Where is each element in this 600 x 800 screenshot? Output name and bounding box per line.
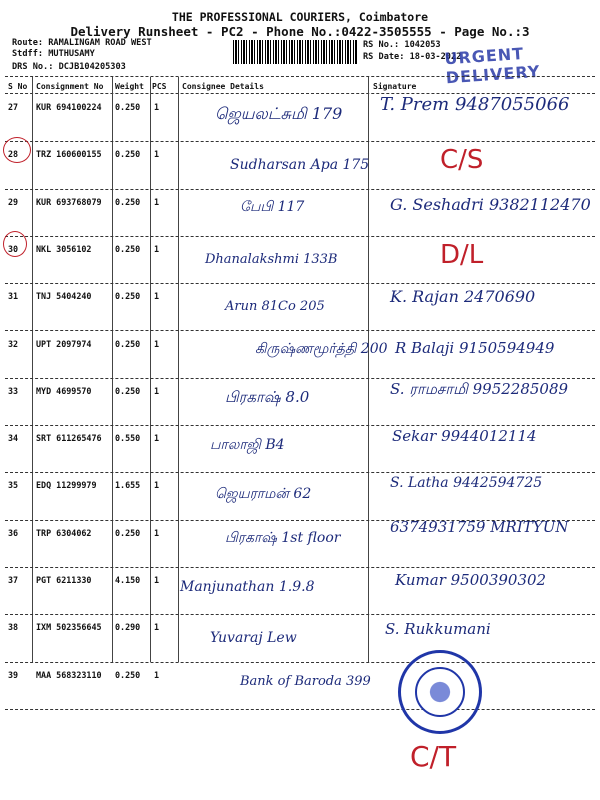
row-consignment-no: KUR 693768079 [36, 196, 102, 207]
staff-label: Stdff: MUTHUSAMY [12, 49, 95, 59]
rs-number: RS No.: 1042053 [363, 40, 441, 50]
table-row [0, 141, 600, 191]
row-sno: 39 [8, 669, 19, 680]
row-weight: 0.250 [115, 149, 141, 160]
annotation-circle [3, 231, 27, 257]
row-rule [5, 709, 595, 710]
row-sno: 30 [8, 243, 19, 254]
row-sno: 31 [8, 291, 19, 302]
table-row [0, 517, 600, 570]
row-pcs: 1 [154, 622, 160, 633]
drs-number: DRS No.: DCJB104205303 [12, 62, 126, 72]
table-row [0, 236, 600, 286]
row-sno: 37 [8, 575, 19, 585]
row-sno: 35 [8, 480, 19, 491]
rs-date: RS Date: 18-03-2022 [363, 52, 462, 62]
row-sno: 32 [8, 338, 19, 349]
annotation-circle [3, 137, 31, 163]
row-weight: 0.290 [115, 622, 141, 633]
signature-handwriting: K. Rajan 2470690 [390, 287, 536, 307]
row-pcs: 1 [154, 385, 160, 396]
row-sno: 38 [8, 622, 19, 633]
row-weight: 0.250 [115, 338, 141, 349]
signature-handwriting: T. Prem 9487055066 [380, 94, 570, 115]
col-header-sno: S No [8, 82, 28, 91]
barcode [233, 40, 358, 64]
row-weight: 0.250 [115, 669, 141, 680]
row-sno: 34 [8, 433, 19, 444]
table-top-rule [5, 76, 595, 77]
row-consignment-no: TRP 6304062 [36, 527, 92, 538]
consignee-details-handwriting: Manjunathan 1.9.8 [180, 579, 315, 595]
signature-handwriting: G. Seshadri 9382112470 [390, 194, 591, 214]
table-row [0, 567, 600, 617]
row-pcs: 1 [154, 243, 160, 254]
row-sno: 29 [8, 196, 19, 207]
col-header-details: Consignee Details [182, 82, 264, 91]
row-consignment-no: SRT 611265476 [36, 433, 102, 444]
consignee-details-handwriting: Sudharsan Apa 175 [230, 157, 370, 174]
bank-seal [398, 650, 482, 734]
delivery-remark-mark: D/L [440, 239, 484, 270]
signature-handwriting: 6374931759 MRITYUN [390, 517, 569, 536]
row-weight: 0.250 [115, 196, 141, 207]
row-consignment-no: NKL 3056102 [36, 243, 92, 254]
signature-handwriting: S. Rukkumani [385, 620, 491, 639]
col-header-consignment: Consignment No [36, 82, 104, 91]
row-weight: 0.250 [115, 527, 141, 538]
consignee-details-handwriting: பிரகாஷ் 8.0 [225, 387, 310, 406]
seal-emblem [415, 667, 465, 717]
signature-handwriting: Kumar 9500390302 [395, 571, 547, 589]
col-header-weight: Weight [115, 82, 144, 91]
row-pcs: 1 [154, 102, 160, 112]
table-row [0, 189, 600, 239]
company-title: THE PROFESSIONAL COURIERS, Coimbatore [171, 10, 429, 24]
row-pcs: 1 [154, 196, 160, 207]
consignee-details-handwriting: Bank of Baroda 399 [240, 673, 371, 689]
consignee-details-handwriting: பாலாஜி B4 [210, 437, 285, 454]
row-consignment-no: MYD 4699570 [36, 385, 92, 396]
footer-mark: C/T [410, 740, 457, 773]
consignee-details-handwriting: Arun 81Co 205 [225, 299, 325, 315]
consignee-details-handwriting: Dhanalakshmi 133B [205, 251, 338, 267]
row-sno: 27 [8, 102, 19, 112]
row-consignment-no: KUR 694100224 [36, 102, 102, 112]
row-pcs: 1 [154, 575, 160, 585]
urgent-delivery-stamp: URGENT DELIVERY [443, 43, 541, 88]
row-weight: 0.250 [115, 102, 141, 112]
row-pcs: 1 [154, 527, 160, 538]
table-row [0, 331, 600, 381]
row-pcs: 1 [154, 480, 160, 491]
table-row [0, 662, 600, 712]
row-pcs: 1 [154, 149, 160, 160]
row-weight: 0.550 [115, 433, 141, 444]
row-weight: 0.250 [115, 291, 141, 302]
signature-handwriting: Sekar 9944012114 [392, 427, 537, 446]
delivery-remark-mark: C/S [440, 145, 484, 176]
row-sno: 33 [8, 385, 19, 396]
row-consignment-no: IXM 502356645 [36, 622, 102, 633]
row-consignment-no: UPT 2097974 [36, 338, 92, 349]
consignee-details-handwriting: ஜெயராமன் 62 [215, 486, 312, 503]
consignee-details-handwriting: கிருஷ்ணமூர்த்தி 200 [255, 340, 388, 357]
row-sno: 28 [8, 149, 19, 160]
table-row [0, 283, 600, 333]
col-header-signature: Signature [373, 82, 417, 91]
row-weight: 0.250 [115, 243, 141, 254]
signature-handwriting: S. ராமசாமி 9952285089 [390, 379, 569, 398]
row-pcs: 1 [154, 291, 160, 302]
table-row [0, 425, 600, 475]
row-consignment-no: TRZ 160600155 [36, 149, 102, 160]
row-consignment-no: PGT 6211330 [36, 575, 92, 585]
consignee-details-handwriting: பிரகாஷ் 1st floor [225, 529, 341, 546]
table-row [0, 378, 600, 428]
row-pcs: 1 [154, 669, 160, 680]
row-weight: 0.250 [115, 385, 141, 396]
table-row [0, 614, 600, 664]
consignee-details-handwriting: Yuvaraj Lew [210, 630, 297, 647]
runsheet-subtitle: Delivery Runsheet - PC2 - Phone No.:0422-3505555 - Page No.:3 [70, 24, 530, 39]
row-sno: 36 [8, 527, 19, 538]
row-consignment-no: MAA 568323110 [36, 669, 102, 680]
row-pcs: 1 [154, 433, 160, 444]
consignee-details-handwriting: பேபி 117 [240, 198, 305, 215]
route-label: Route: RAMALINGAM ROAD WEST [12, 38, 152, 48]
row-pcs: 1 [154, 338, 160, 349]
row-weight: 4.150 [115, 575, 141, 585]
row-consignment-no: TNJ 5404240 [36, 291, 92, 302]
col-header-pcs: PCS [152, 82, 167, 91]
signature-handwriting: R Balaji 9150594949 [395, 338, 555, 357]
table-row [0, 94, 600, 144]
row-weight: 1.655 [115, 480, 141, 491]
table-row [0, 472, 600, 522]
row-consignment-no: EDQ 11299979 [36, 480, 97, 491]
signature-handwriting: S. Latha 9442594725 [390, 475, 543, 492]
consignee-details-handwriting: ஜெயலட்சுமி 179 [215, 104, 343, 123]
